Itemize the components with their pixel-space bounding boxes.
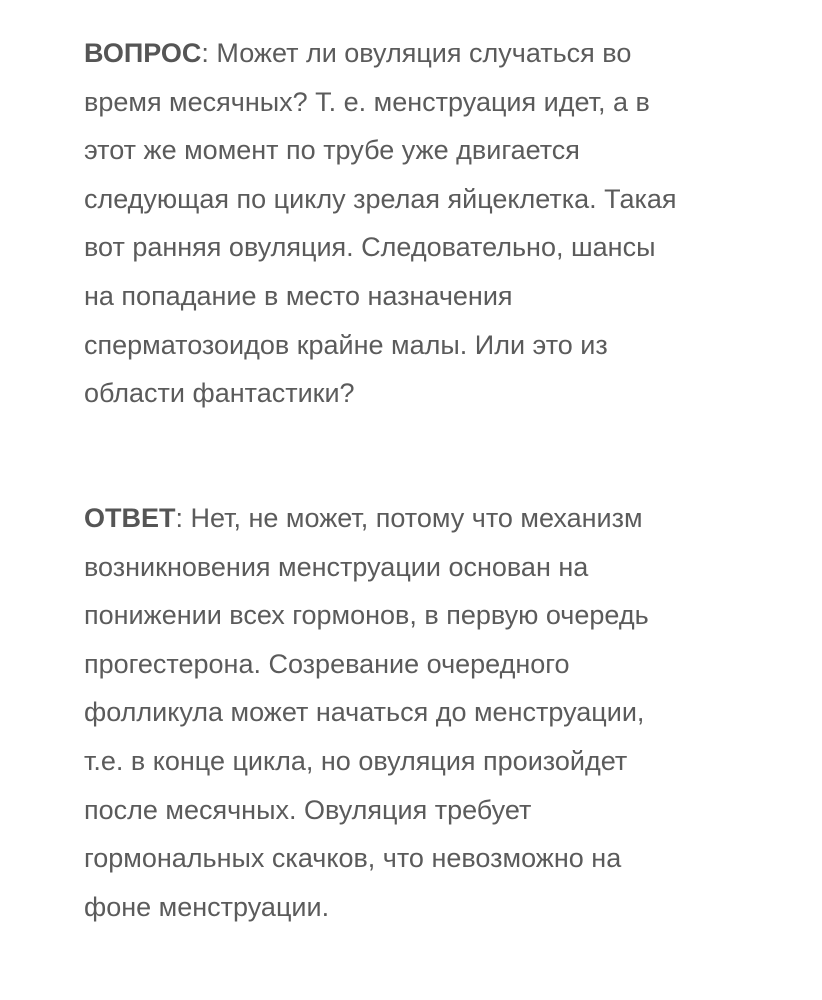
question-text-line: на попадание в место назначения	[84, 280, 513, 311]
answer-text-line: после месячных. Овуляция требует	[84, 794, 532, 825]
answer-text-line: гормональных скачков, что невозможно на	[84, 843, 622, 874]
question-text-line: этот же момент по трубе уже двигается	[84, 135, 580, 166]
answer-text-line: прогестерона. Созревание очередного	[84, 648, 570, 679]
answer-text-line: фолликула может начаться до менструации,	[84, 697, 645, 728]
question-text-line: следующая по циклу зрелая яйцеклетка. Такая	[84, 183, 677, 214]
answer-label: ОТВЕТ	[84, 503, 176, 533]
question-text-line: : Может ли овуляция случаться во	[201, 38, 632, 68]
question-label: ВОПРОС	[84, 38, 202, 68]
answer-text-line: т.е. в конце цикла, но овуляция произойдет	[84, 745, 628, 776]
answer-paragraph	[84, 494, 784, 931]
answer-text-line: понижении всех гормонов, в первую очередь	[84, 600, 649, 631]
question-text-line: время месячных? Т. е. менструация идет, а в	[84, 86, 650, 117]
question-line-1	[84, 29, 784, 78]
answer-text-line: фоне менструации.	[84, 891, 330, 922]
answer-text-line: возникновения менструации основан на	[84, 551, 589, 582]
question-text-line: области фантастики?	[84, 378, 355, 409]
question-paragraph	[84, 29, 784, 418]
answer-text-line: : Нет, не может, потому что механизм	[175, 503, 643, 533]
question-text-line: сперматозоидов крайне малы. Или это из	[84, 329, 608, 360]
question-text-line: вот ранняя овуляция. Следовательно, шансы	[84, 232, 656, 263]
answer-line-1	[84, 494, 784, 543]
